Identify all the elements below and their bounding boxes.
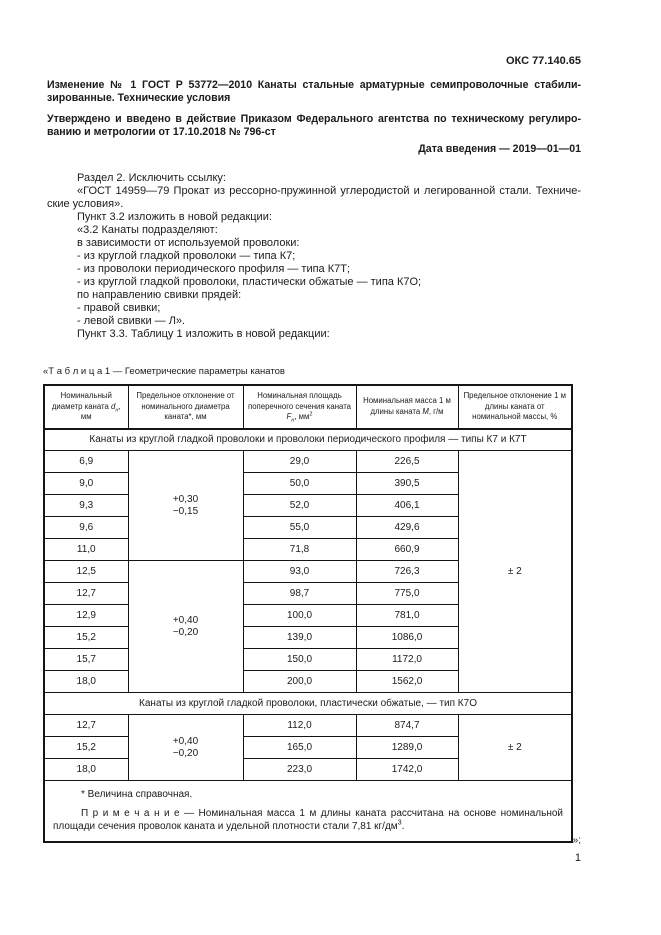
mass-cell: 1086,0 <box>356 627 458 649</box>
diameter-cell: 18,0 <box>44 759 128 781</box>
diameter-cell: 15,7 <box>44 649 128 671</box>
diameter-cell: 18,0 <box>44 671 128 693</box>
area-cell: 52,0 <box>243 495 356 517</box>
tolerance-cell: +0,40 −0,20 <box>128 561 243 693</box>
paragraph: «3.2 Канаты подразделяют: <box>77 224 218 236</box>
mass-cell: 390,5 <box>356 473 458 495</box>
effective-date: Дата введения — 2019—01—01 <box>418 143 581 155</box>
body-paragraphs <box>47 172 581 341</box>
column-header-deviation: Предельное отклонение 1 м длины каната от номинальной массы, % <box>458 385 572 429</box>
mass-cell: 874,7 <box>356 715 458 737</box>
section-title-row <box>44 429 572 451</box>
area-cell: 200,0 <box>243 671 356 693</box>
mass-cell: 775,0 <box>356 583 458 605</box>
paragraph: - правой свивки; <box>77 302 161 314</box>
paragraph: - левой свивки — Л». <box>77 315 186 327</box>
diameter-cell: 9,3 <box>44 495 128 517</box>
page-number: 1 <box>574 852 581 865</box>
area-cell: 71,8 <box>243 539 356 561</box>
mass-cell: 726,3 <box>356 561 458 583</box>
footnote-reference: * Величина справочная. <box>81 789 193 801</box>
table-wrap <box>43 384 581 847</box>
paragraph: Пункт 3.2 изложить в новой редакции: <box>77 211 272 223</box>
diameter-cell: 12,5 <box>44 561 128 583</box>
column-header-diameter: Номинальный диаметр каната $d_н$, мм <box>44 385 128 429</box>
area-cell: 139,0 <box>243 627 356 649</box>
paragraph: по направлению свивки прядей: <box>77 289 242 301</box>
page-title: Изменение № 1 ГОСТ Р 53772—2010 Канаты стальные арматурные семипроволочные стабилизированные. Технические условия <box>47 79 581 104</box>
mass-cell: 1742,0 <box>356 759 458 781</box>
diameter-cell: 15,2 <box>44 737 128 759</box>
deviation-cell: ± 2 <box>458 715 572 781</box>
area-cell: 165,0 <box>243 737 356 759</box>
mass-cell: 1562,0 <box>356 671 458 693</box>
section-title: Канаты из круглой гладкой проволоки, пластически обжатые, — тип К7О <box>44 693 572 715</box>
paragraph: Раздел 2. Исключить ссылку: <box>77 172 226 184</box>
mass-cell: 1172,0 <box>356 649 458 671</box>
tolerance-cell: +0,40 −0,20 <box>128 715 243 781</box>
area-cell: 55,0 <box>243 517 356 539</box>
paragraph: - из круглой гладкой проволоки, пластически обжатые — типа К7О; <box>77 276 422 288</box>
footnote-note: П р и м е ч а н и е — Номинальная масса 1 м длины каната рассчитана на основе номинальной площади сечения проволок каната и удельной плотности стали 7,81 $кг/дм^3$. <box>53 808 563 833</box>
paragraph: Пункт 3.3. Таблицу 1 изложить в новой редакции: <box>77 328 330 340</box>
area-cell: 150,0 <box>243 649 356 671</box>
column-header-mass: Номинальная масса 1 м длины каната М, г/м <box>356 385 458 429</box>
table-footer-row <box>44 781 572 843</box>
table-row <box>44 451 572 473</box>
paragraph: «ГОСТ 14959—79 Прокат из рессорно-пружинной углеродистой и легированной стали. Технические условия». <box>47 185 581 210</box>
area-cell: 223,0 <box>243 759 356 781</box>
section-title: Канаты из круглой гладкой проволоки и проволоки периодического профиля — типы К7 и К7Т <box>44 429 572 451</box>
approval-text: Утверждено и введено в действие Приказом Федерального агентства по техническому регулированию и метрологии от 17.10.2018 № 796-ст <box>47 113 581 138</box>
area-cell: 93,0 <box>243 561 356 583</box>
diameter-cell: 12,7 <box>44 715 128 737</box>
column-header-tolerance: Предельное отклонение от номинального диаметра каната*, мм <box>128 385 243 429</box>
tolerance-cell: +0,30 −0,15 <box>128 451 243 561</box>
deviation-cell: ± 2 <box>458 451 572 693</box>
table-caption: «Т а б л и ц а 1 — Геометрические параметры канатов <box>43 366 285 377</box>
diameter-cell: 11,0 <box>44 539 128 561</box>
diameter-cell: 6,9 <box>44 451 128 473</box>
area-cell: 98,7 <box>243 583 356 605</box>
diameter-cell: 15,2 <box>44 627 128 649</box>
area-cell: 100,0 <box>243 605 356 627</box>
oks-code: ОКС 77.140.65 <box>505 55 581 67</box>
mass-cell: 226,5 <box>356 451 458 473</box>
diameter-cell: 12,7 <box>44 583 128 605</box>
paragraph: - из проволоки периодического профиля — типа К7Т; <box>77 263 351 275</box>
closing-quote-mark: »; <box>572 835 581 847</box>
diameter-cell: 12,9 <box>44 605 128 627</box>
mass-cell: 406,1 <box>356 495 458 517</box>
geometry-table <box>43 384 573 843</box>
mass-cell: 429,6 <box>356 517 458 539</box>
column-header-area: Номинальная площадь поперечного сечения каната $F_н$, $мм^2$ <box>243 385 356 429</box>
area-cell: 29,0 <box>243 451 356 473</box>
section-title-row <box>44 693 572 715</box>
area-cell: 112,0 <box>243 715 356 737</box>
table-header-row <box>44 385 572 429</box>
paragraph: в зависимости от используемой проволоки: <box>77 237 300 249</box>
diameter-cell: 9,6 <box>44 517 128 539</box>
mass-cell: 781,0 <box>356 605 458 627</box>
table-footnote-cell <box>44 781 572 843</box>
diameter-cell: 9,0 <box>44 473 128 495</box>
mass-cell: 660,9 <box>356 539 458 561</box>
table-row <box>44 715 572 737</box>
paragraph: - из круглой гладкой проволоки — типа К7; <box>77 250 296 262</box>
table-body <box>44 429 572 781</box>
mass-cell: 1289,0 <box>356 737 458 759</box>
area-cell: 50,0 <box>243 473 356 495</box>
